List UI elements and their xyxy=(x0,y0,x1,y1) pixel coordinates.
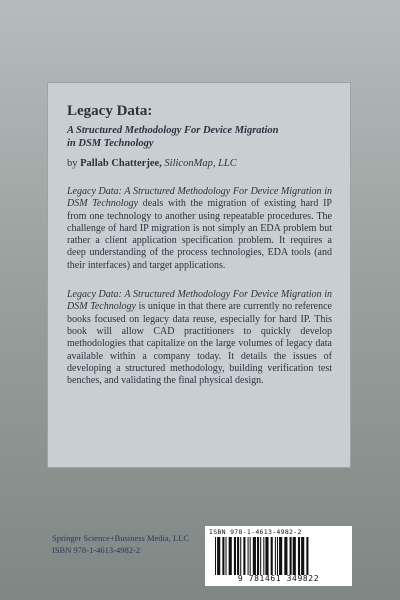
author-name: Pallab Chatterjee, xyxy=(80,158,162,169)
subtitle-line-2: in DSM Technology xyxy=(67,138,154,149)
barcode-bar xyxy=(226,537,227,575)
barcode-bar xyxy=(277,537,278,575)
barcode-bar xyxy=(265,537,268,575)
barcode-bars xyxy=(209,537,348,575)
description-paragraph-2 xyxy=(67,289,332,387)
book-subtitle xyxy=(67,124,332,150)
publisher-isbn: ISBN 978-1-4613-4982-2 xyxy=(52,545,141,555)
barcode-bar xyxy=(250,537,251,575)
barcode-bar xyxy=(229,537,232,575)
barcode-bar xyxy=(293,537,296,575)
barcode-bar xyxy=(298,537,300,575)
back-cover-panel xyxy=(47,82,351,468)
barcode-bar xyxy=(284,537,287,575)
barcode-bar xyxy=(253,537,256,575)
byline xyxy=(67,158,332,169)
barcode-bar xyxy=(301,537,304,575)
para1-body: deals with the migration of existing hard IP from one technology to another using repeatable procedures. The challenge of hard IP migration is not simply an EDA problem but rather a client application specification problem. It requires a deep understanding of the process technologies, EDA tools (and their interfaces) and target applications. xyxy=(67,198,332,271)
publisher-block xyxy=(52,532,189,556)
description-paragraph-1 xyxy=(67,186,332,272)
publisher-name: Springer Science+Business Media, LLC xyxy=(52,533,189,543)
barcode-bar xyxy=(217,537,220,575)
author-affiliation: SiliconMap, LLC xyxy=(164,158,237,169)
barcode-bar xyxy=(237,537,239,575)
barcode-bar xyxy=(275,537,276,575)
para2-body: is unique in that there are currently no reference books focused on legacy data reuse, especially for hard IP. This book will allow CAD practitioners to quickly develop methodologies that capitalize on the large volumes of legacy data available within a company today. It details the issues of developing a structured methodology, building verification test benches, and validating the final physical design. xyxy=(67,301,332,387)
barcode-bar xyxy=(222,537,224,575)
para2-book-title: Legacy Data: A Structured Methodology For Device Migration in DSM Technology xyxy=(67,289,332,313)
barcode-bar xyxy=(271,537,273,575)
barcode-bar xyxy=(257,537,259,575)
subtitle-line-1: A Structured Methodology For Device Migration xyxy=(67,125,279,136)
book-title: Legacy Data: xyxy=(67,103,153,119)
barcode-digits: 9 781461 349822 xyxy=(237,574,320,583)
para1-book-title: Legacy Data: A Structured Methodology For Device Migration in DSM Technology xyxy=(67,186,332,210)
barcode-bar xyxy=(243,537,245,575)
barcode-bar xyxy=(306,537,308,575)
barcode-bar xyxy=(260,537,261,575)
barcode-bar xyxy=(215,537,216,575)
barcode-bar xyxy=(263,537,264,575)
barcode-isbn-label: ISBN 978-1-4613-4982-2 xyxy=(209,528,302,536)
barcode xyxy=(205,526,352,586)
barcode-bar xyxy=(240,537,241,575)
by-label: by xyxy=(67,158,78,169)
barcode-bar xyxy=(290,537,292,575)
barcode-bar xyxy=(279,537,282,575)
barcode-bar xyxy=(234,537,236,575)
barcode-bar xyxy=(248,537,249,575)
